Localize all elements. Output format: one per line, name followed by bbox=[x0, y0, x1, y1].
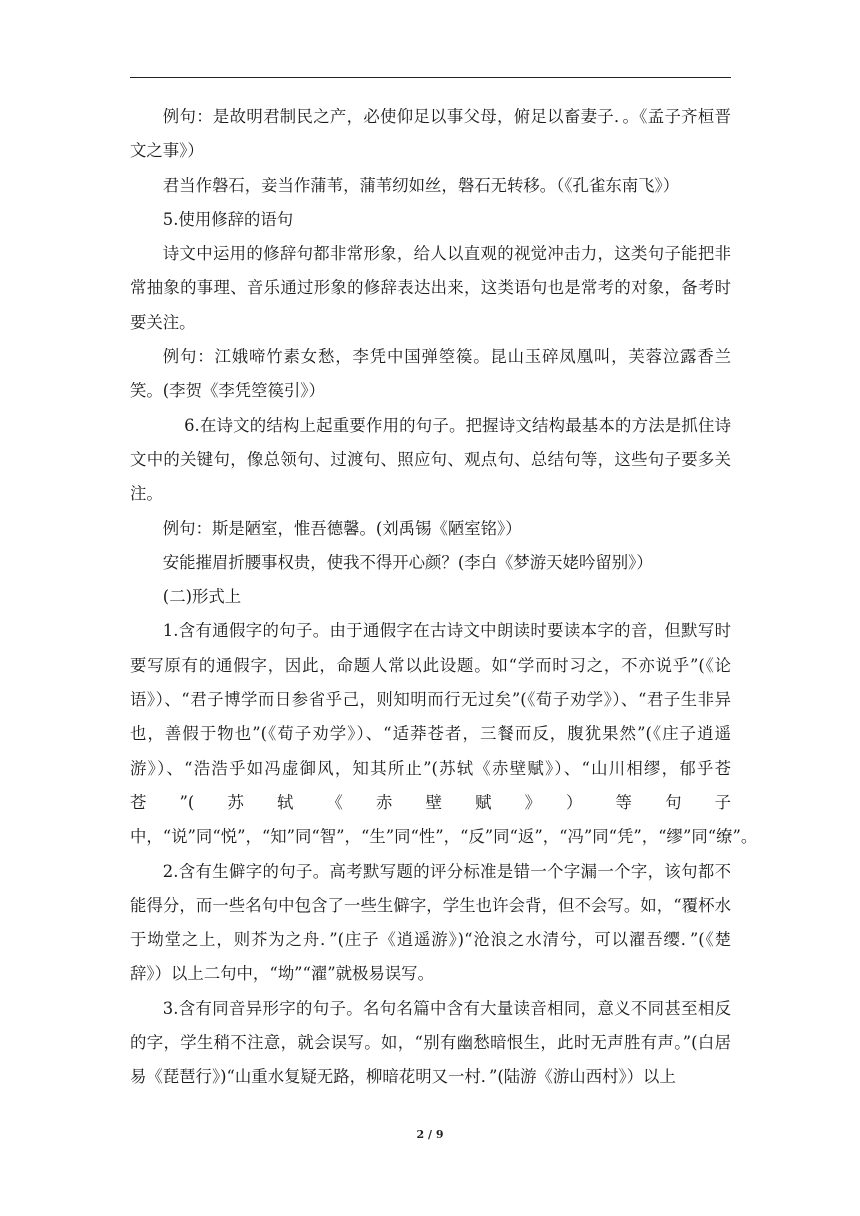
paragraph-example-peacock: 君当作磐石，妾当作蒲苇，蒲苇纫如丝，磐石无转移。（《孔雀东南飞》） bbox=[162, 175, 680, 195]
paragraph-example-lihe: 例句：江娥啼竹素女愁，李凭中国弹箜篌。昆山玉碎凤凰叫，芙蓉泣露香兰笑。(李贺《李凭箜篌引》） bbox=[130, 347, 731, 401]
paragraph-example-loushi: 例句：斯是陋室，惟吾德馨。(刘禹锡《陋室铭》） bbox=[162, 518, 522, 538]
section-tongjia: 1.含有通假字的句子。由于通假字在古诗文中朗读时要读本字的音，但默写时要写原有的通假字，因此，命题人常以此设题。如“学而时习之，不亦说乎”(《论语》）、“君子博学而日参省乎己，则知明而行无过矣”(《荀子劝学》）、“君子生非异也，善假于物也”(《荀子劝学》）、“适莽苍者，三餐而反，腹犹果然”(《庄子逍遥游》）、“浩浩乎如冯虚御风，知其所止”(苏轼《赤壁赋》）、“山川相缪，郁乎苍苍”(苏轼《赤壁赋》）等句子中，“说”同“悦”，“知”同“智”，“生”同“性”，“反”同“返”，“冯”同“凭”，“缪”同“缭”。 bbox=[130, 621, 758, 847]
paragraph-example-mencius: 例句：是故明君制民之产，必使仰足以事父母，俯足以畜妻子．。《孟子齐桓晋文之事》） bbox=[130, 107, 731, 161]
section-heading-form: (二)形式上 bbox=[162, 587, 242, 607]
document-body bbox=[130, 100, 758, 1095]
header-rule bbox=[130, 77, 731, 78]
section-rare-chars: 2.含有生僻字的句子。高考默写题的评分标准是错一个字漏一个字，该句都不能得分，而一些名句中包含了一些生僻字，学生也许会背，但不会写。如，“覆杯水于坳堂之上，则芥为之舟．”(庄子《逍遥游》)“沧浪之水清兮，可以濯吾缨．”(《楚辞》）以上二句中，“坳”“濯”就极易误写。 bbox=[130, 861, 731, 984]
section-heading-rhetoric: 5.使用修辞的语句 bbox=[162, 209, 294, 229]
section-homophones: 3.含有同音异形字的句子。名句名篇中含有大量读音相同，意义不同甚至相反的字，学生稍不注意，就会误写。如，“别有幽愁暗恨生，此时无声胜有声。”(白居易《琵琶行》)“山重水复疑无路，柳暗花明又一村．”(陆游《游山西村》）以上 bbox=[130, 998, 731, 1087]
paragraph-example-libai: 安能摧眉折腰事权贵，使我不得开心颜？(李白《梦游天姥吟留别》） bbox=[162, 552, 653, 572]
paragraph-rhetoric: 诗文中运用的修辞句都非常形象，给人以直观的视觉冲击力，这类句子能把非常抽象的事理、音乐通过形象的修辞表达出来，这类语句也是常考的对象，备考时要关注。 bbox=[130, 244, 731, 332]
page-number: 2 / 9 bbox=[416, 1128, 444, 1141]
section-structure: 6.在诗文的结构上起重要作用的句子。把握诗文结构最基本的方法是抓住诗文中的关键句，像总领句、过渡句、照应句、观点句、总结句等，这些句子要多关注。 bbox=[130, 415, 731, 504]
